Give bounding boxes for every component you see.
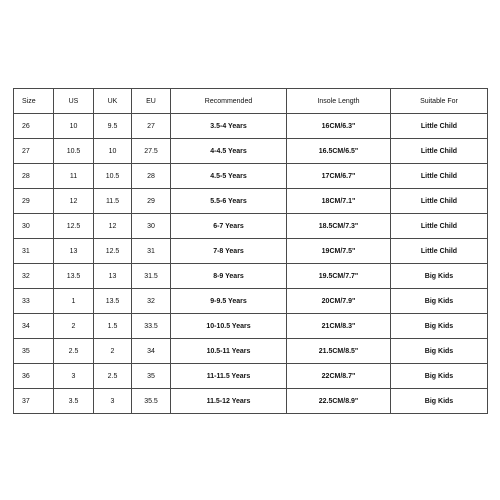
header-insole-length: Insole Length	[287, 89, 391, 114]
cell-suitable-for: Little Child	[391, 214, 488, 239]
cell-recommended: 5.5-6 Years	[171, 189, 287, 214]
cell-us: 13.5	[54, 264, 94, 289]
table-row	[14, 364, 488, 389]
cell-us: 2	[54, 314, 94, 339]
cell-uk: 3	[94, 389, 132, 414]
cell-eu: 30	[132, 214, 171, 239]
cell-us: 12	[54, 189, 94, 214]
cell-us: 12.5	[54, 214, 94, 239]
cell-us: 2.5	[54, 339, 94, 364]
cell-us: 11	[54, 164, 94, 189]
cell-uk: 10.5	[94, 164, 132, 189]
cell-insole-length: 18.5CM/7.3"	[287, 214, 391, 239]
header-uk: UK	[94, 89, 132, 114]
cell-recommended: 4-4.5 Years	[171, 139, 287, 164]
cell-insole-length: 16.5CM/6.5"	[287, 139, 391, 164]
cell-recommended: 11-11.5 Years	[171, 364, 287, 389]
cell-eu: 31.5	[132, 264, 171, 289]
cell-suitable-for: Big Kids	[391, 364, 488, 389]
cell-size: 27	[14, 139, 54, 164]
header-us: US	[54, 89, 94, 114]
cell-us: 10	[54, 114, 94, 139]
cell-eu: 34	[132, 339, 171, 364]
cell-eu: 31	[132, 239, 171, 264]
cell-suitable-for: Little Child	[391, 114, 488, 139]
cell-suitable-for: Big Kids	[391, 314, 488, 339]
cell-us: 3	[54, 364, 94, 389]
cell-size: 32	[14, 264, 54, 289]
cell-suitable-for: Little Child	[391, 189, 488, 214]
cell-recommended: 10-10.5 Years	[171, 314, 287, 339]
cell-size: 30	[14, 214, 54, 239]
cell-insole-length: 22CM/8.7"	[287, 364, 391, 389]
cell-us: 3.5	[54, 389, 94, 414]
cell-uk: 1.5	[94, 314, 132, 339]
cell-eu: 33.5	[132, 314, 171, 339]
header-recommended: Recommended	[171, 89, 287, 114]
cell-suitable-for: Big Kids	[391, 289, 488, 314]
cell-uk: 11.5	[94, 189, 132, 214]
cell-eu: 27	[132, 114, 171, 139]
cell-recommended: 10.5-11 Years	[171, 339, 287, 364]
cell-eu: 35	[132, 364, 171, 389]
cell-insole-length: 17CM/6.7"	[287, 164, 391, 189]
cell-insole-length: 19CM/7.5"	[287, 239, 391, 264]
cell-suitable-for: Big Kids	[391, 339, 488, 364]
cell-uk: 9.5	[94, 114, 132, 139]
table-row	[14, 239, 488, 264]
cell-eu: 35.5	[132, 389, 171, 414]
table-row	[14, 339, 488, 364]
cell-insole-length: 21.5CM/8.5"	[287, 339, 391, 364]
cell-uk: 12.5	[94, 239, 132, 264]
cell-recommended: 11.5-12 Years	[171, 389, 287, 414]
cell-eu: 32	[132, 289, 171, 314]
table-row	[14, 389, 488, 414]
size-chart-table	[13, 88, 488, 414]
cell-size: 26	[14, 114, 54, 139]
table-row	[14, 114, 488, 139]
cell-eu: 27.5	[132, 139, 171, 164]
table-header-row	[14, 89, 488, 114]
cell-uk: 13	[94, 264, 132, 289]
cell-recommended: 6-7 Years	[171, 214, 287, 239]
cell-suitable-for: Little Child	[391, 139, 488, 164]
cell-size: 34	[14, 314, 54, 339]
table-row	[14, 214, 488, 239]
cell-uk: 2.5	[94, 364, 132, 389]
cell-eu: 29	[132, 189, 171, 214]
table-row	[14, 164, 488, 189]
cell-eu: 28	[132, 164, 171, 189]
table-row	[14, 289, 488, 314]
cell-size: 35	[14, 339, 54, 364]
table-row	[14, 139, 488, 164]
cell-size: 31	[14, 239, 54, 264]
table-row	[14, 314, 488, 339]
cell-uk: 12	[94, 214, 132, 239]
table-row	[14, 264, 488, 289]
cell-uk: 13.5	[94, 289, 132, 314]
cell-size: 36	[14, 364, 54, 389]
cell-recommended: 8-9 Years	[171, 264, 287, 289]
cell-insole-length: 20CM/7.9"	[287, 289, 391, 314]
cell-insole-length: 19.5CM/7.7"	[287, 264, 391, 289]
cell-recommended: 9-9.5 Years	[171, 289, 287, 314]
cell-uk: 2	[94, 339, 132, 364]
header-eu: EU	[132, 89, 171, 114]
cell-suitable-for: Little Child	[391, 164, 488, 189]
cell-recommended: 7-8 Years	[171, 239, 287, 264]
cell-us: 13	[54, 239, 94, 264]
cell-suitable-for: Big Kids	[391, 389, 488, 414]
cell-suitable-for: Big Kids	[391, 264, 488, 289]
cell-size: 37	[14, 389, 54, 414]
header-size: Size	[14, 89, 54, 114]
table-row	[14, 189, 488, 214]
cell-us: 1	[54, 289, 94, 314]
cell-size: 33	[14, 289, 54, 314]
cell-uk: 10	[94, 139, 132, 164]
cell-insole-length: 22.5CM/8.9"	[287, 389, 391, 414]
header-suitable-for: Suitable For	[391, 89, 488, 114]
cell-insole-length: 16CM/6.3"	[287, 114, 391, 139]
cell-suitable-for: Little Child	[391, 239, 488, 264]
cell-size: 29	[14, 189, 54, 214]
cell-size: 28	[14, 164, 54, 189]
cell-us: 10.5	[54, 139, 94, 164]
table-body	[14, 114, 488, 414]
cell-insole-length: 18CM/7.1"	[287, 189, 391, 214]
cell-insole-length: 21CM/8.3"	[287, 314, 391, 339]
cell-recommended: 3.5-4 Years	[171, 114, 287, 139]
cell-recommended: 4.5-5 Years	[171, 164, 287, 189]
